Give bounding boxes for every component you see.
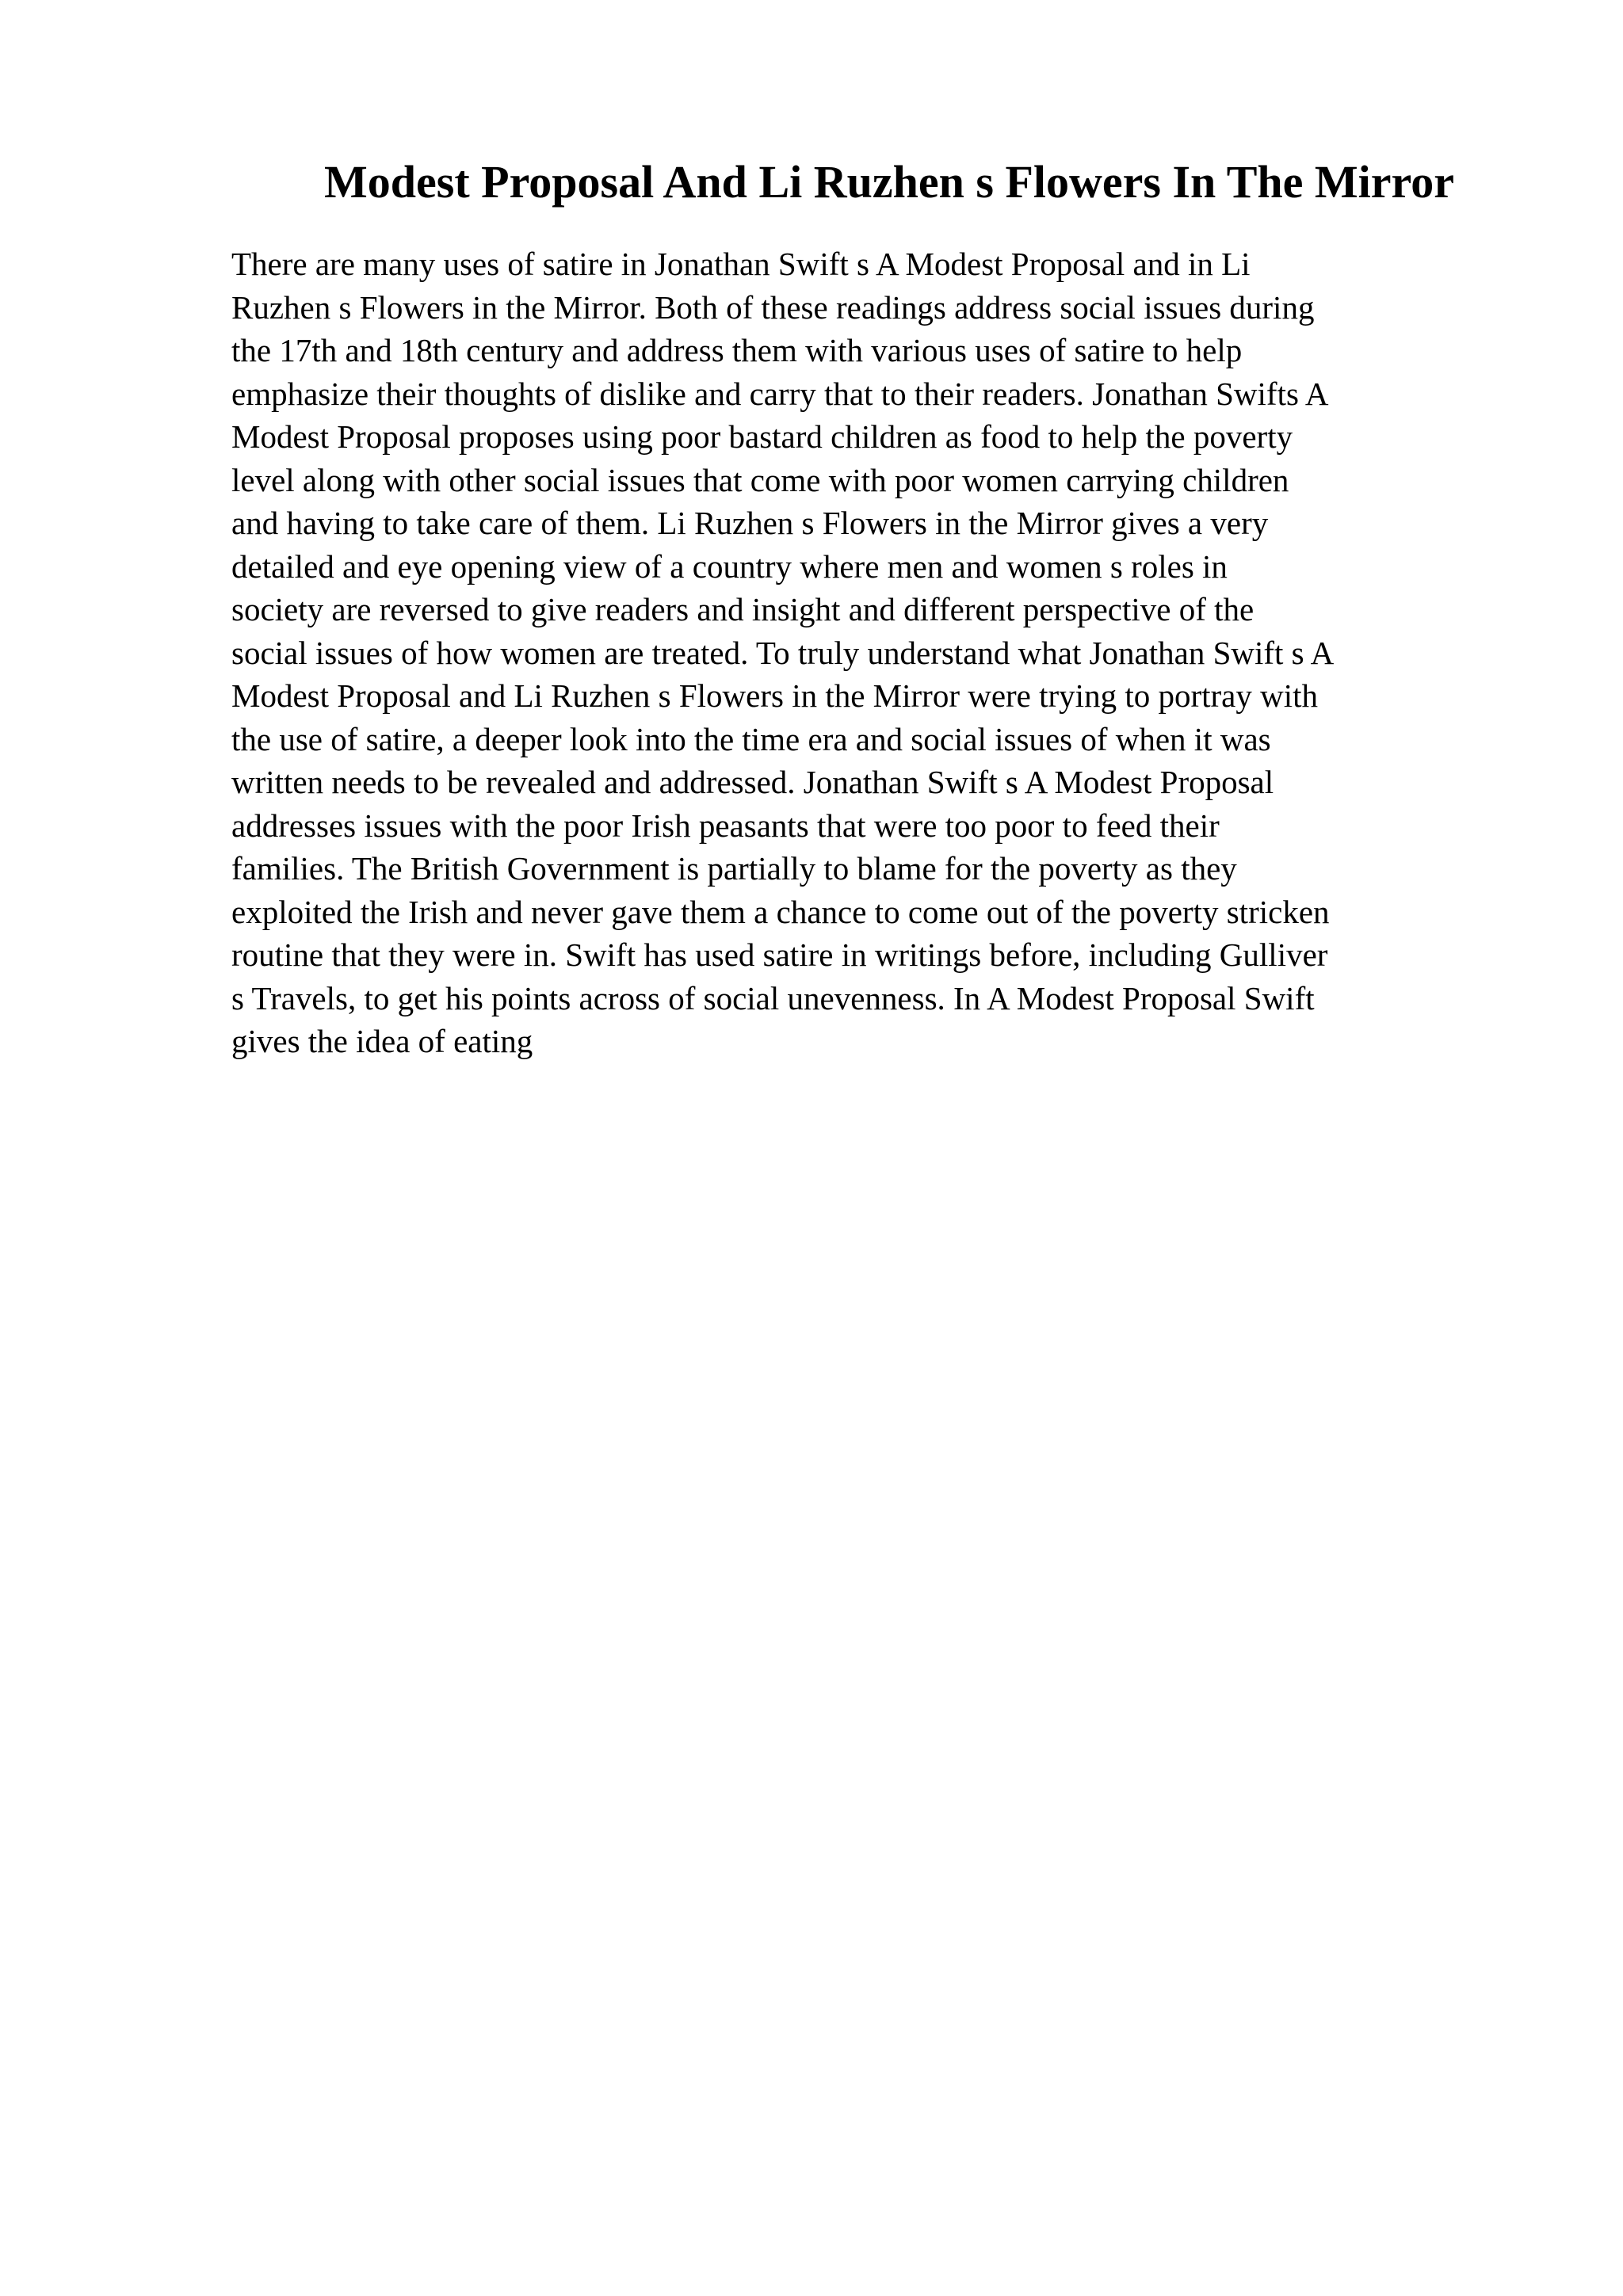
body-line: the use of satire, a deeper look into the time era and social issues of when it was xyxy=(231,720,1271,757)
body-line: s Travels, to get his points across of social unevenness. In A Modest Proposal Swift xyxy=(231,979,1315,1016)
body-line: detailed and eye opening view of a country where men and women s roles in xyxy=(231,547,1228,585)
body-line: gives the idea of eating xyxy=(231,1023,533,1059)
body-line: social issues of how women are treated. To truly understand what Jonathan Swift s A xyxy=(231,634,1335,671)
body-line: There are many uses of satire in Jonathan Swift s A Modest Proposal and in Li xyxy=(231,246,1251,282)
body-line: society are reversed to give readers and insight and different perspective of the xyxy=(231,591,1254,627)
body-line: emphasize their thoughts of dislike and carry that to their readers. Jonathan Swifts A xyxy=(231,375,1329,412)
body-line: and having to take care of them. Li Ruzhen s Flowers in the Mirror gives a very xyxy=(231,505,1269,541)
body-line: written needs to be revealed and addressed. Jonathan Swift s A Modest Proposal xyxy=(231,764,1274,800)
body-line: addresses issues with the poor Irish peasants that were too poor to feed their xyxy=(231,807,1220,844)
body-line: exploited the Irish and never gave them a chance to come out of the poverty stricken xyxy=(231,893,1330,930)
body-line: families. The British Government is partially to blame for the poverty as they xyxy=(231,850,1237,887)
body-line: level along with other social issues that come with poor women carrying children xyxy=(231,461,1289,498)
body-line: Modest Proposal proposes using poor bastard children as food to help the poverty xyxy=(231,418,1293,455)
body-line: routine that they were in. Swift has used satire in writings before, including Gulliver xyxy=(231,936,1328,973)
body-line: Ruzhen s Flowers in the Mirror. Both of these readings address social issues during xyxy=(231,288,1315,326)
body-line: Modest Proposal and Li Ruzhen s Flowers in the Mirror were trying to portray with xyxy=(231,677,1318,714)
document-body xyxy=(231,242,1547,1063)
body-line: the 17th and 18th century and address them with various uses of satire to help xyxy=(231,332,1243,368)
document-title: Modest Proposal And Li Ruzhen s Flowers In The Mirror xyxy=(324,156,1454,208)
